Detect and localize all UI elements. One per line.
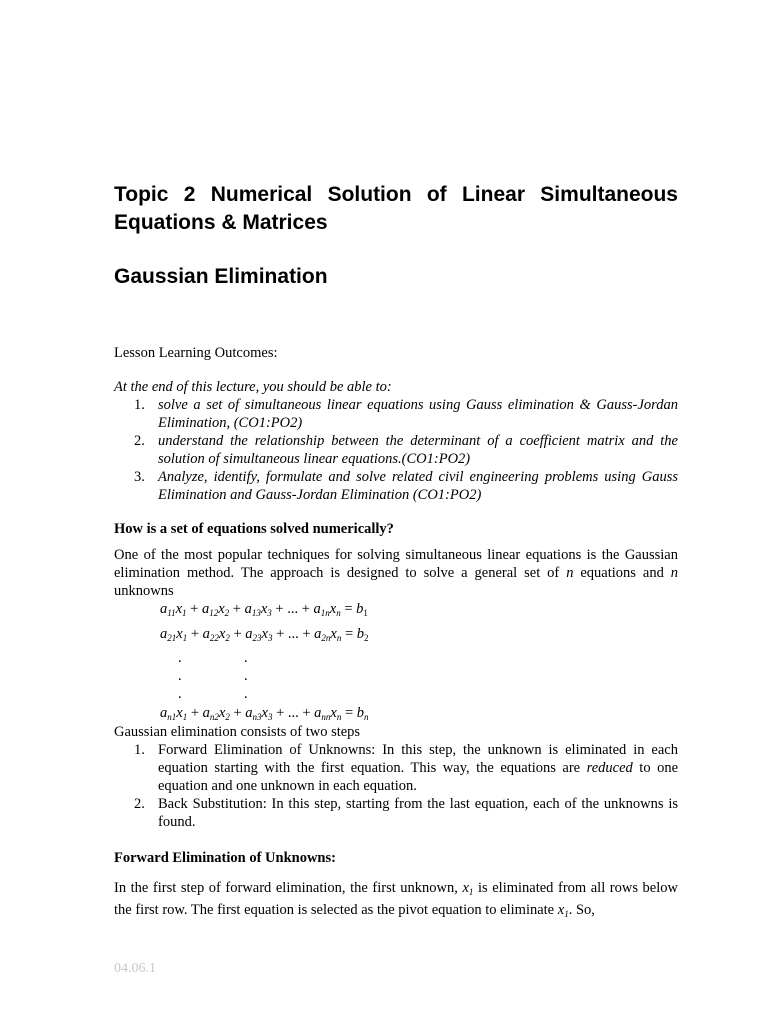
ellipsis-dot: . [244, 650, 248, 666]
outcomes-list [114, 396, 678, 504]
list-item: 1. Forward Elimination of Unknowns: In this step, the unknown is eliminated in each equation starting with the first equation. This way, the equations are reduced to one equation and one unknown in each equation. [134, 742, 679, 794]
ellipsis-dot: . [244, 686, 248, 702]
intro-paragraph: One of the most popular techniques for solving simultaneous linear equations is the Gaussian elimination method. The approach is designed to solve a general set of n equations and n unknowns [114, 547, 678, 599]
ellipsis-dot: . [178, 686, 182, 702]
section-heading: Forward Elimination of Unknowns: [114, 850, 336, 866]
variable: $x_1$ [557, 902, 569, 919]
outcomes-label: Lesson Learning Outcomes: [114, 345, 278, 361]
page-code: 04.06.1 [114, 961, 156, 976]
steps-intro: Gaussian elimination consists of two steps [114, 724, 361, 740]
ellipsis-dot: . [244, 668, 248, 684]
section-heading: How is a set of equations solved numerically? [114, 521, 394, 537]
section-title: Gaussian Elimination [114, 265, 328, 288]
page-title: Topic 2 Numerical Solution of Linear Simultaneous Equations & Matrices [114, 183, 678, 234]
list-item: 1. solve a set of simultaneous linear equations using Gauss elimination & Gauss-Jordan Elimination, (CO1:PO2) [134, 397, 678, 431]
list-item: 2. understand the relationship between the determinant of a coefficient matrix and the solution of simultaneous linear equations.(CO1:PO2) [134, 433, 678, 467]
ellipsis-dot: . [178, 668, 182, 684]
ellipsis-dot: . [178, 650, 182, 666]
equation-row-1: $a_{11}x_1 + a_{12}x_2 + a_{13}x_3$ + ... + $a_{1n}x_n = b_1$ [160, 601, 368, 618]
variable: $x_1$ [462, 880, 474, 897]
equation-row-n: $a_{n1}x_1 + a_{n2}x_2 + a_{n3}x_3$ + ... + $a_{nn}x_n = b_n$ [160, 705, 369, 722]
equation-row-2: $a_{21}x_1 + a_{22}x_2 + a_{23}x_3$ + ... + $a_{2n}x_n = b_2$ [160, 626, 369, 643]
steps-list [114, 741, 678, 831]
outcomes-intro: At the end of this lecture, you should be able to: [114, 379, 392, 395]
body-paragraph: In the first step of forward elimination, the first unknown, $x_1$ is eliminated from all rows below the first row. The first equation is selected as the pivot equation to eliminate $x_1$. So, [114, 880, 678, 919]
list-item: 3. Analyze, identify, formulate and solve related civil engineering problems using Gauss Elimination and Gauss-Jordan Elimination (CO1:PO2) [134, 469, 678, 503]
list-item: 2. Back Substitution: In this step, starting from the last equation, each of the unknowns is found. [134, 796, 678, 830]
